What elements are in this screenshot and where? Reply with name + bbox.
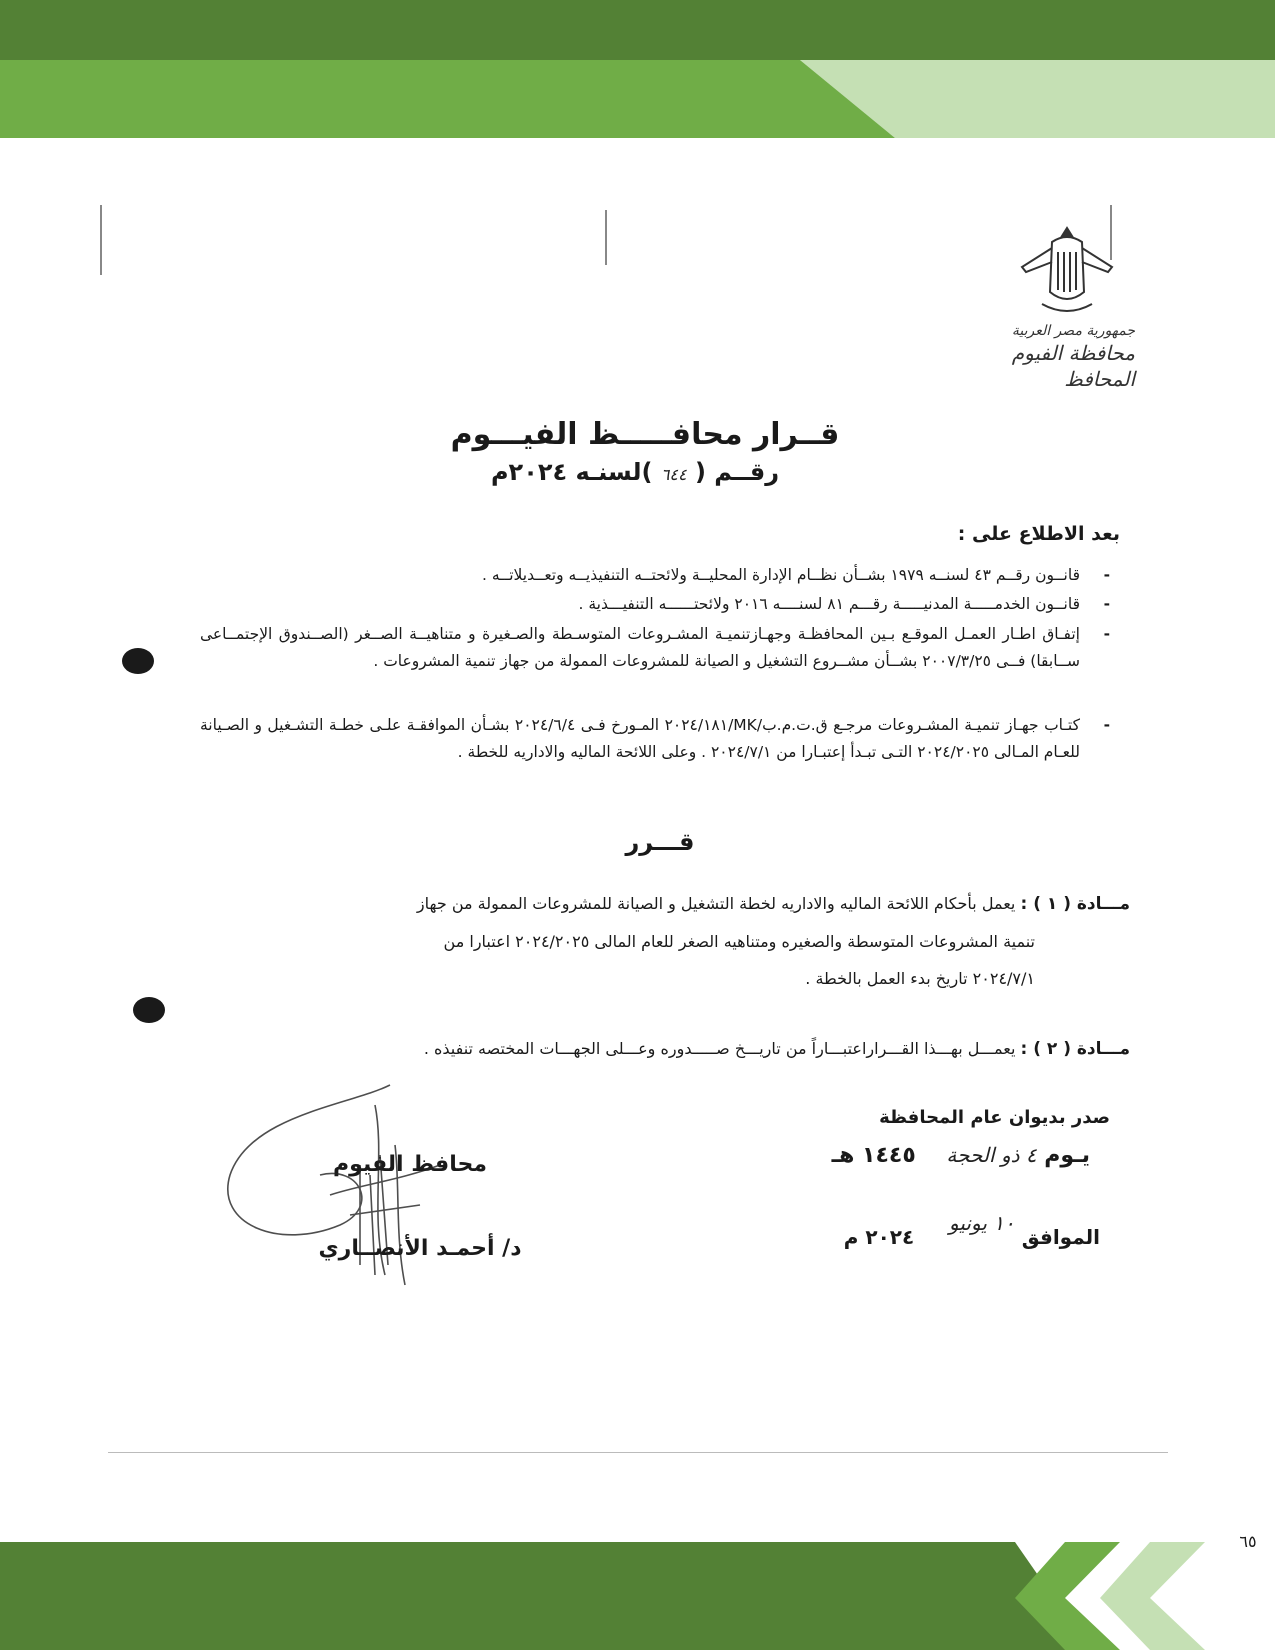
letterhead-office: المحافظ (1064, 367, 1135, 391)
issued-hijri-year: ١٤٤٥ هـ (831, 1143, 916, 1168)
punch-hole (122, 648, 154, 674)
issued-greg-year: ٢٠٢٤ م (843, 1225, 915, 1249)
letterhead-governorate: محافظة الفيوم (1011, 341, 1135, 365)
article-1-line-2: تنمية المشروعات المتوسطة والصغيره ومتناهيه الصغر للعام المالى ٢٠٢٤/٢٠٢٥ اعتبارا من (443, 932, 1035, 951)
decree-year: )لسنـه ٢٠٢٤م (490, 458, 653, 486)
article-1-line-3: ٢٠٢٤/٧/١ تاريخ بدء العمل بالخطة . (805, 969, 1035, 988)
page-rule (108, 1452, 1168, 1453)
issued-greg-label: الموافق (1021, 1225, 1100, 1249)
egypt-eagle-emblem-icon (1012, 222, 1122, 322)
footer-band (0, 1542, 1275, 1650)
article-1-label: مـــادة ( ١ ) : (1020, 894, 1130, 914)
issued-day-line (700, 1143, 1090, 1168)
preamble-heading: بعد الاطلاع على : (957, 523, 1120, 545)
header-band-dark (0, 0, 1275, 60)
decree-heading: قـــرر (625, 828, 695, 856)
article-2-label: مـــادة ( ٢ ) : (1020, 1039, 1130, 1059)
preamble-item: - إتفـاق اطـار العمـل الموقـع بـين المحافظـة وجهـازتنميـة المشـروعات المتوسـطة والصـغيرة و متناهيــة الصــغر (الصــندوق الإجتمــاعى ســابقا) فــى ٢٠٠٧/٣/٢٥ بشــأن مشــروع التشغيل و الصيانة للمشروعات الممولة من جهاز تنمية المشروعات . (200, 625, 1110, 670)
governor-title: محافظ الفيوم (333, 1152, 487, 1177)
decree-number-value: ٦٤٤ (660, 465, 687, 484)
decree-number-label: رقــم ( (694, 458, 780, 486)
page-number: ٦٥ (1239, 1532, 1257, 1551)
preamble-item: - قانــون الخدمـــــة المدنيـــــة رقـــم ٨١ لسنــــه ٢٠١٦ ولائحتــــــه التنفيـــذية . (578, 595, 1110, 613)
issued-day-handwritten: ٤ ذو الحجة (946, 1143, 1037, 1167)
footer-chevron-light (1100, 1542, 1205, 1650)
issued-greg-handwritten: ١٠ يونيو (949, 1211, 1015, 1235)
article-2: مـــادة ( ٢ ) : يعمـــل بهـــذا القـــراراعتبـــاراً من تاريـــخ صـــــدوره وعـــلى الجهـــات المختصه تنفيذه . (423, 1039, 1130, 1059)
article-1-line-1: مـــادة ( ١ ) : يعمل بأحكام اللائحة الماليه والاداريه لخطة التشغيل و الصيانة للمشروعات الممولة من جهاز (416, 894, 1130, 914)
governor-name: د/ أحمـد الأنصــاري (318, 1236, 522, 1261)
scan-mark (605, 210, 607, 265)
decree-number-line (470, 458, 800, 486)
issued-heading: صدر بديوان عام المحافظة (879, 1107, 1110, 1128)
issued-gregorian-line (740, 1211, 1100, 1249)
issued-day-label: يـوم (1044, 1143, 1090, 1168)
preamble-item: - قانــون رقــم ٤٣ لسنــه ١٩٧٩ بشــأن نظــام الإدارة المحليــة ولائحتــه التنفيذيــه وتعــديلاتــه . (481, 566, 1110, 584)
decree-title: قــرار محافـــــظ الفيـــوم (450, 417, 840, 452)
article-1 (195, 885, 1130, 997)
header-band-mid (0, 60, 895, 138)
punch-hole (133, 997, 165, 1023)
preamble-item: - كتـاب جهـاز تنميـة المشـروعات مرجـع ق.ت.م.ب/MK/٢٠٢٤/١٨١ المـورخ فـى ٢٠٢٤/٦/٤ بشـأن الموافقـة علـى خطـة التشـغيل و الصـيانة للعـام المـالى ٢٠٢٤/٢٠٢٥ التـى تبـدأ إعتبـارا من ٢٠٢٤/٧/١ . وعلى اللائحة الماليه والاداريه للخطة . (200, 716, 1110, 761)
letterhead (985, 322, 1135, 392)
footer-band-dark (0, 1542, 1090, 1650)
scan-mark (100, 205, 102, 275)
governor-signature (210, 1075, 470, 1295)
header-band-gradient (0, 60, 1275, 138)
letterhead-country: جمهورية مصر العربية (1011, 323, 1135, 339)
